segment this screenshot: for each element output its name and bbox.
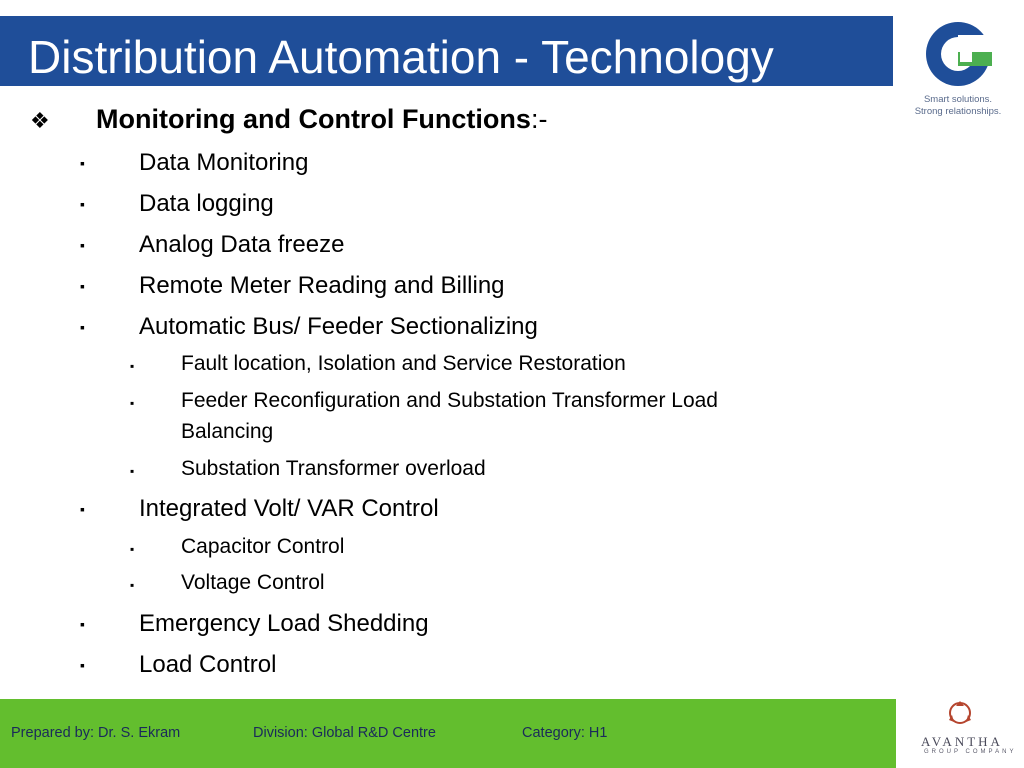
bullet-icon: ▪: [80, 196, 85, 212]
logo-tagline: [906, 94, 1010, 118]
bullet-icon: ▪: [80, 237, 85, 253]
sub-list-item: Substation Transformer overload: [181, 457, 486, 480]
diamond-bullet-icon: ❖: [30, 108, 50, 133]
avantha-brand: AVANTHA: [921, 734, 1003, 749]
footer-division: Division: Global R&D Centre: [253, 725, 436, 741]
footer-category: Category: H1: [522, 725, 608, 741]
sub-list-item-continuation: Balancing: [181, 420, 274, 443]
bullet-icon: ▪: [80, 616, 85, 632]
bullet-icon: ▪: [80, 657, 85, 673]
list-item: Remote Meter Reading and Billing: [139, 272, 505, 299]
avantha-brand-sub: GROUP COMPANY: [924, 749, 1017, 755]
bullet-icon: ▪: [80, 155, 85, 171]
bullet-icon: ▪: [80, 501, 85, 517]
sub-bullet-icon: ▪: [130, 542, 135, 556]
tagline-line1: Smart solutions.: [923, 94, 993, 105]
sub-list-item: Fault location, Isolation and Service Restoration: [181, 352, 626, 375]
list-item: Analog Data freeze: [139, 231, 345, 258]
list-item: Integrated Volt/ VAR Control: [139, 495, 439, 522]
bullet-icon: ▪: [80, 278, 85, 294]
sub-bullet-icon: ▪: [130, 396, 135, 410]
sub-list-item: Feeder Reconfiguration and Substation Transformer Load: [181, 389, 718, 412]
list-item: Data Monitoring: [139, 149, 309, 176]
footer-bar: [0, 699, 896, 768]
list-item: Automatic Bus/ Feeder Sectionalizing: [139, 313, 538, 340]
sub-bullet-icon: ▪: [130, 359, 135, 373]
bullet-icon: ▪: [80, 319, 85, 335]
section-heading: [96, 104, 547, 135]
heading-bold: Monitoring and Control Functions: [96, 104, 531, 134]
sub-list-item: Capacitor Control: [181, 535, 345, 558]
sub-bullet-icon: ▪: [130, 578, 135, 592]
sub-list-item: Voltage Control: [181, 571, 325, 594]
list-item: Emergency Load Shedding: [139, 610, 429, 637]
heading-suffix: :-: [530, 104, 548, 134]
list-item: Load Control: [139, 651, 277, 678]
footer-prepared-by: Prepared by: Dr. S. Ekram: [11, 725, 181, 741]
list-item: Data logging: [139, 190, 274, 217]
slide-title: Distribution Automation - Technology: [28, 31, 774, 83]
sub-bullet-icon: ▪: [130, 464, 135, 478]
tagline-line2: Strong relationships.: [914, 106, 1002, 117]
